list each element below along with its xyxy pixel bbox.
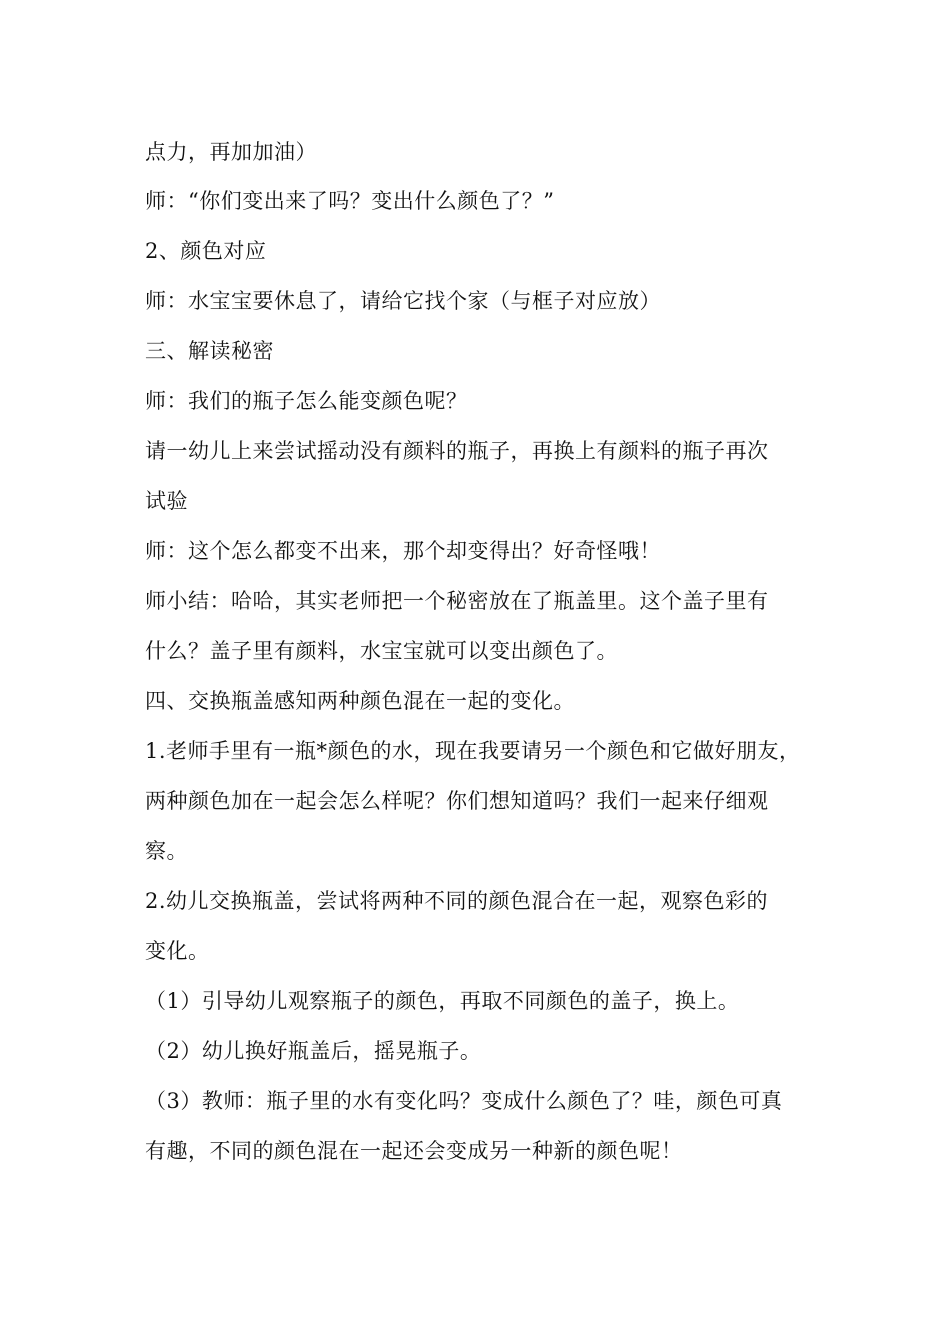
text-line: 试验 (145, 489, 188, 513)
text-line: 什么？盖子里有颜料，水宝宝就可以变出颜色了。 (145, 639, 618, 663)
text-line: 师：我们的瓶子怎么能变颜色呢？ (145, 389, 468, 413)
text-line: 变化。 (145, 939, 210, 963)
section-heading: 三、解读秘密 (145, 339, 274, 363)
text-line: （1）引导幼儿观察瓶子的颜色，再取不同颜色的盖子，换上。 (145, 989, 740, 1013)
text-line: （3）教师：瓶子里的水有变化吗？变成什么颜色了？哇，颜色可真 (145, 1089, 783, 1113)
text-line: 师：水宝宝要休息了，请给它找个家（与框子对应放） (145, 289, 661, 313)
text-line: 察。 (145, 839, 188, 863)
text-line: 有趣，不同的颜色混在一起还会变成另一种新的颜色呢！ (145, 1139, 683, 1163)
text-line: 2.幼儿交换瓶盖，尝试将两种不同的颜色混合在一起，观察色彩的 (145, 889, 769, 913)
text-line: 请一幼儿上来尝试摇动没有颜料的瓶子，再换上有颜料的瓶子再次 (145, 439, 769, 463)
text-line: （2）幼儿换好瓶盖后，摇晃瓶子。 (145, 1039, 482, 1063)
section-heading: 2、颜色对应 (145, 239, 267, 263)
text-line: 师小结：哈哈，其实老师把一个秘密放在了瓶盖里。这个盖子里有 (145, 589, 769, 613)
text-line: 1.老师手里有一瓶*颜色的水，现在我要请另一个颜色和它做好朋友， (145, 739, 801, 763)
text-line: 师：“你们变出来了吗？变出什么颜色了？” (145, 189, 555, 213)
section-heading: 四、交换瓶盖感知两种颜色混在一起的变化。 (145, 689, 575, 713)
text-line: 师：这个怎么都变不出来，那个却变得出？好奇怪哦！ (145, 539, 661, 563)
text-line: 两种颜色加在一起会怎么样呢？你们想知道吗？我们一起来仔细观 (145, 789, 769, 813)
text-line: 点力，再加加油） (145, 140, 317, 164)
